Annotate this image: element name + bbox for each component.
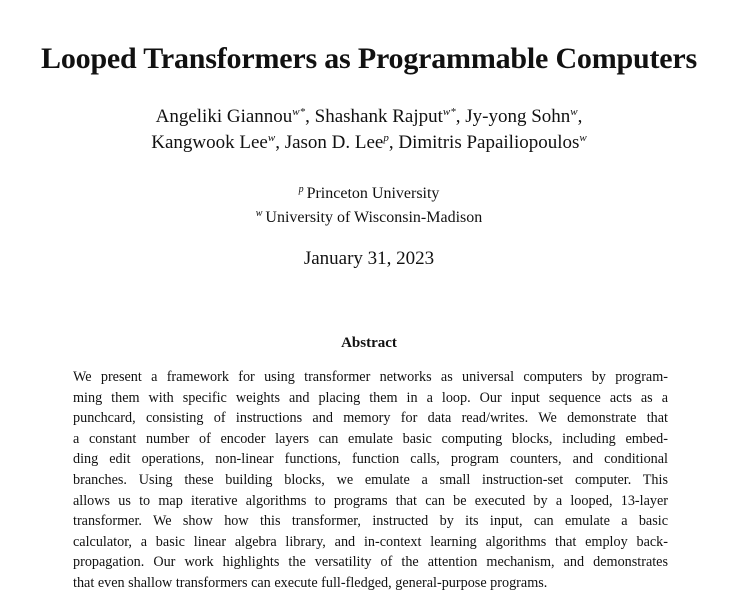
author-name: Jy-yong Sohn [465, 106, 571, 127]
author-affiliation-mark: w [570, 106, 578, 118]
affiliation-mark: p [298, 184, 304, 195]
author-name: Dimitris Papailiopoulos [398, 132, 580, 153]
author-affiliation-mark: p [383, 132, 389, 144]
abstract-line: that even shallow transformers can execute full-fledged, general-purpose programs. [73, 574, 548, 591]
author-line-2: Kangwook Lee$^w$, Jason D. Lee$^p$, Dimitris Papailiopoulos$^w$ [151, 132, 587, 153]
author-name: Kangwook Lee [151, 132, 268, 153]
affiliation-name: University of Wisconsin-Madison [265, 209, 483, 226]
author-name: Shashank Rajput [314, 106, 443, 127]
abstract-line: punchcard, consisting of instructions and memory for data read/writes. We demonstrate that [73, 410, 668, 427]
author-name: Jason D. Lee [284, 132, 384, 153]
abstract-line: a constant number of encoder layers can emulate basic computing blocks, including embed- [73, 430, 668, 447]
author-affiliation-mark: w [579, 132, 587, 144]
affiliation-princeton [0, 182, 738, 206]
abstract-line: We present a framework for using transformer networks as universal computers by program- [73, 369, 668, 385]
author-block [0, 104, 738, 156]
author-affiliation-mark: w* [442, 106, 456, 118]
abstract-body [73, 367, 668, 594]
abstract-line: branches. Using these building blocks, we emulate a small instruction-set computer. This [73, 471, 668, 488]
paper-title: Looped Transformers as Programmable Computers [41, 42, 697, 75]
affiliation-list [0, 182, 738, 230]
affiliation-name: Princeton University [306, 185, 440, 202]
abstract-line: transformer. We show how this transformer, instructed by its input, can emulate a basic [73, 513, 668, 530]
abstract-line: ding edit operations, non-linear functions, function calls, program counters, and conditional [73, 451, 668, 468]
abstract-heading: Abstract [341, 335, 397, 351]
author-affiliation-mark: w* [292, 106, 306, 118]
abstract-line: allows us to map iterative algorithms to programs that can be executed by a looped, 13-layer [73, 492, 668, 509]
author-line-1: Angeliki Giannou$^{w*}$, Shashank Rajput$^{w*}$, Jy-yong Sohn$^w$, [155, 106, 583, 127]
abstract-line: propagation. Our work highlights the versatility of the attention mechanism, and demonstrates [73, 554, 668, 571]
affiliation-mark: w [255, 208, 263, 219]
author-affiliation-mark: w [267, 132, 276, 144]
abstract-line: ming them with specific weights and placing them in a loop. Our input sequence acts as a [73, 389, 668, 406]
author-name: Angeliki Giannou [155, 106, 293, 127]
abstract-line: calculator, a basic linear algebra library, and in-context learning algorithms that employ back- [73, 533, 668, 550]
publication-date: January 31, 2023 [303, 248, 435, 269]
affiliation-wisconsin [0, 206, 738, 230]
